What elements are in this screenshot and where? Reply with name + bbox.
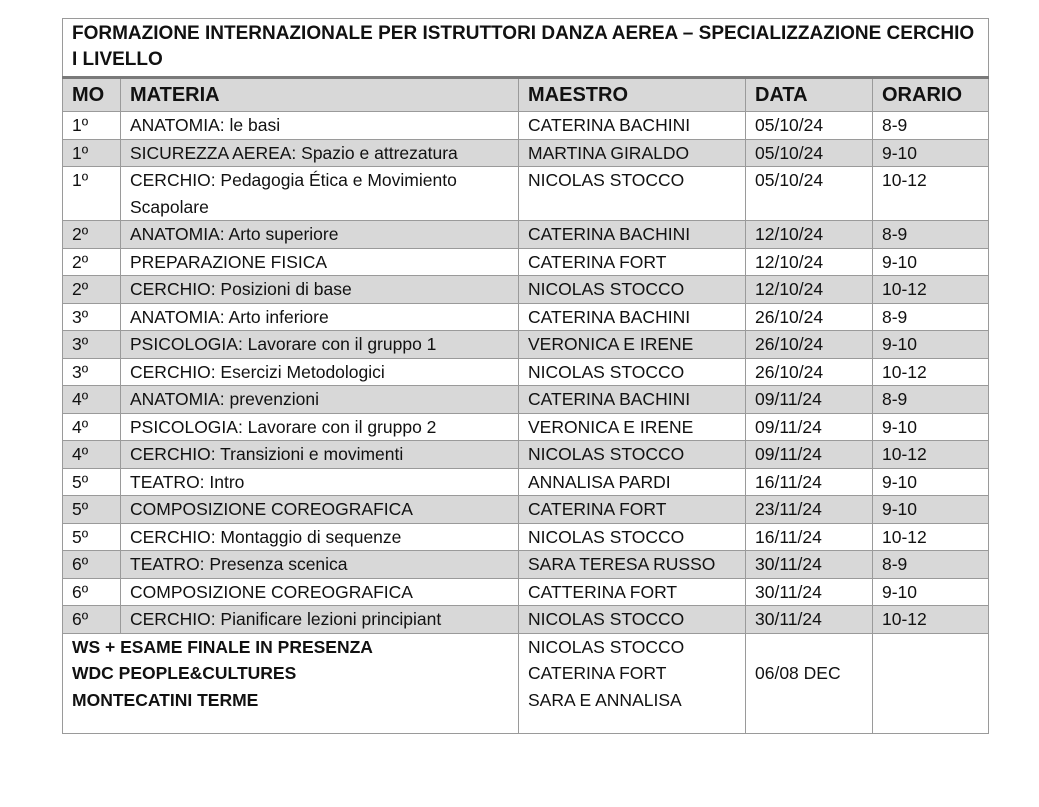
cell-orario: 9-10 [873, 331, 989, 359]
schedule-document [62, 18, 988, 734]
cell-materia: CERCHIO: Transizioni e movimenti [121, 441, 519, 469]
cell-orario: 8-9 [873, 112, 989, 140]
cell-materia: CERCHIO: Posizioni di base [121, 276, 519, 304]
cell-materia: CERCHIO: Pianificare lezioni principiant [121, 606, 519, 634]
cell-orario: 9-10 [873, 496, 989, 524]
cell-materia: TEATRO: Presenza scenica [121, 551, 519, 579]
final-exam-orario [873, 633, 989, 734]
cell-orario: 9-10 [873, 413, 989, 441]
header-orario: ORARIO [873, 78, 989, 112]
header-materia: MATERIA [121, 78, 519, 112]
cell-mo: 4º [63, 413, 121, 441]
final-exam-line: WS + ESAME FINALE IN PRESENZA [72, 636, 373, 657]
cell-maestro: CATTERINA FORT [519, 578, 746, 606]
header-maestro: MAESTRO [519, 78, 746, 112]
final-exam-row [63, 633, 989, 734]
final-exam-maestro: SARA E ANNALISA [528, 689, 682, 710]
cell-data: 16/11/24 [746, 523, 873, 551]
cell-materia: ANATOMIA: Arto superiore [121, 221, 519, 249]
cell-materia: COMPOSIZIONE COREOGRAFICA [121, 578, 519, 606]
cell-maestro: MARTINA GIRALDO [519, 139, 746, 167]
cell-mo: 2º [63, 248, 121, 276]
cell-mo: 5º [63, 496, 121, 524]
cell-data: 09/11/24 [746, 441, 873, 469]
table-row [63, 468, 989, 496]
table-row [63, 331, 989, 359]
cell-materia: CERCHIO: Esercizi Metodologici [121, 358, 519, 386]
cell-materia: CERCHIO: Montaggio di sequenze [121, 523, 519, 551]
final-exam-line: MONTECATINI TERME [72, 689, 259, 710]
schedule-table [62, 18, 989, 734]
cell-data: 26/10/24 [746, 303, 873, 331]
header-row [63, 78, 989, 112]
cell-orario: 8-9 [873, 551, 989, 579]
cell-mo: 4º [63, 441, 121, 469]
final-exam-date: 06/08 DEC [746, 633, 873, 734]
cell-materia: ANATOMIA: Arto inferiore [121, 303, 519, 331]
cell-mo: 6º [63, 551, 121, 579]
final-exam-maestro: NICOLAS STOCCO [528, 636, 685, 657]
cell-materia: SICUREZZA AEREA: Spazio e attrezatura [121, 139, 519, 167]
cell-data: 16/11/24 [746, 468, 873, 496]
cell-mo: 6º [63, 578, 121, 606]
cell-orario: 10-12 [873, 276, 989, 304]
cell-mo: 6º [63, 606, 121, 634]
cell-data: 09/11/24 [746, 413, 873, 441]
cell-materia: ANATOMIA: prevenzioni [121, 386, 519, 414]
cell-maestro: VERONICA E IRENE [519, 413, 746, 441]
cell-mo: 1º [63, 112, 121, 140]
cell-materia: COMPOSIZIONE COREOGRAFICA [121, 496, 519, 524]
cell-maestro: NICOLAS STOCCO [519, 606, 746, 634]
table-row [63, 523, 989, 551]
table-row [63, 167, 989, 221]
cell-maestro: CATERINA FORT [519, 248, 746, 276]
cell-orario: 10-12 [873, 606, 989, 634]
cell-data: 30/11/24 [746, 578, 873, 606]
final-exam-maestri [519, 633, 746, 734]
cell-maestro: NICOLAS STOCCO [519, 358, 746, 386]
cell-maestro: CATERINA BACHINI [519, 303, 746, 331]
cell-mo: 4º [63, 386, 121, 414]
cell-orario: 8-9 [873, 303, 989, 331]
cell-data: 12/10/24 [746, 248, 873, 276]
cell-orario: 9-10 [873, 578, 989, 606]
cell-materia: PREPARAZIONE FISICA [121, 248, 519, 276]
cell-materia: PSICOLOGIA: Lavorare con il gruppo 2 [121, 413, 519, 441]
table-row [63, 606, 989, 634]
cell-data: 12/10/24 [746, 276, 873, 304]
cell-maestro: NICOLAS STOCCO [519, 523, 746, 551]
cell-maestro: NICOLAS STOCCO [519, 167, 746, 221]
cell-orario: 9-10 [873, 139, 989, 167]
cell-maestro: VERONICA E IRENE [519, 331, 746, 359]
cell-orario: 10-12 [873, 167, 989, 221]
cell-maestro: CATERINA BACHINI [519, 386, 746, 414]
cell-mo: 3º [63, 331, 121, 359]
cell-orario: 10-12 [873, 523, 989, 551]
final-exam-maestro: CATERINA FORT [528, 663, 667, 683]
table-row [63, 112, 989, 140]
title-row [63, 19, 989, 78]
cell-materia: PSICOLOGIA: Lavorare con il gruppo 1 [121, 331, 519, 359]
table-row [63, 248, 989, 276]
cell-data: 05/10/24 [746, 167, 873, 221]
cell-data: 26/10/24 [746, 358, 873, 386]
cell-mo: 1º [63, 167, 121, 221]
cell-orario: 8-9 [873, 386, 989, 414]
cell-mo: 5º [63, 523, 121, 551]
final-exam-description [63, 633, 519, 734]
cell-maestro: NICOLAS STOCCO [519, 441, 746, 469]
table-row [63, 578, 989, 606]
cell-materia: TEATRO: Intro [121, 468, 519, 496]
header-mo: MO [63, 78, 121, 112]
cell-data: 30/11/24 [746, 551, 873, 579]
cell-mo: 5º [63, 468, 121, 496]
cell-materia: CERCHIO: Pedagogia Ética e Movimiento Scapolare [121, 167, 519, 221]
cell-mo: 1º [63, 139, 121, 167]
table-row [63, 413, 989, 441]
table-row [63, 139, 989, 167]
cell-data: 12/10/24 [746, 221, 873, 249]
cell-maestro: CATERINA FORT [519, 496, 746, 524]
table-row [63, 441, 989, 469]
cell-orario: 9-10 [873, 468, 989, 496]
table-row [63, 551, 989, 579]
cell-mo: 2º [63, 221, 121, 249]
cell-maestro: ANNALISA PARDI [519, 468, 746, 496]
cell-data: 30/11/24 [746, 606, 873, 634]
cell-orario: 9-10 [873, 248, 989, 276]
cell-mo: 2º [63, 276, 121, 304]
cell-data: 05/10/24 [746, 139, 873, 167]
cell-maestro: SARA TERESA RUSSO [519, 551, 746, 579]
table-row [63, 386, 989, 414]
cell-data: 23/11/24 [746, 496, 873, 524]
table-row [63, 358, 989, 386]
cell-data: 05/10/24 [746, 112, 873, 140]
header-data: DATA [746, 78, 873, 112]
cell-data: 26/10/24 [746, 331, 873, 359]
cell-materia: ANATOMIA: le basi [121, 112, 519, 140]
final-exam-line: WDC PEOPLE&CULTURES [72, 663, 297, 683]
cell-maestro: CATERINA BACHINI [519, 221, 746, 249]
cell-orario: 8-9 [873, 221, 989, 249]
table-row [63, 221, 989, 249]
cell-mo: 3º [63, 358, 121, 386]
cell-orario: 10-12 [873, 441, 989, 469]
table-row [63, 496, 989, 524]
cell-maestro: CATERINA BACHINI [519, 112, 746, 140]
cell-maestro: NICOLAS STOCCO [519, 276, 746, 304]
table-row [63, 303, 989, 331]
table-row [63, 276, 989, 304]
cell-orario: 10-12 [873, 358, 989, 386]
cell-mo: 3º [63, 303, 121, 331]
document-title: FORMAZIONE INTERNAZIONALE PER ISTRUTTORI DANZA AEREA – SPECIALIZZAZIONE CERCHIO I LIVELLO [63, 19, 989, 78]
cell-data: 09/11/24 [746, 386, 873, 414]
